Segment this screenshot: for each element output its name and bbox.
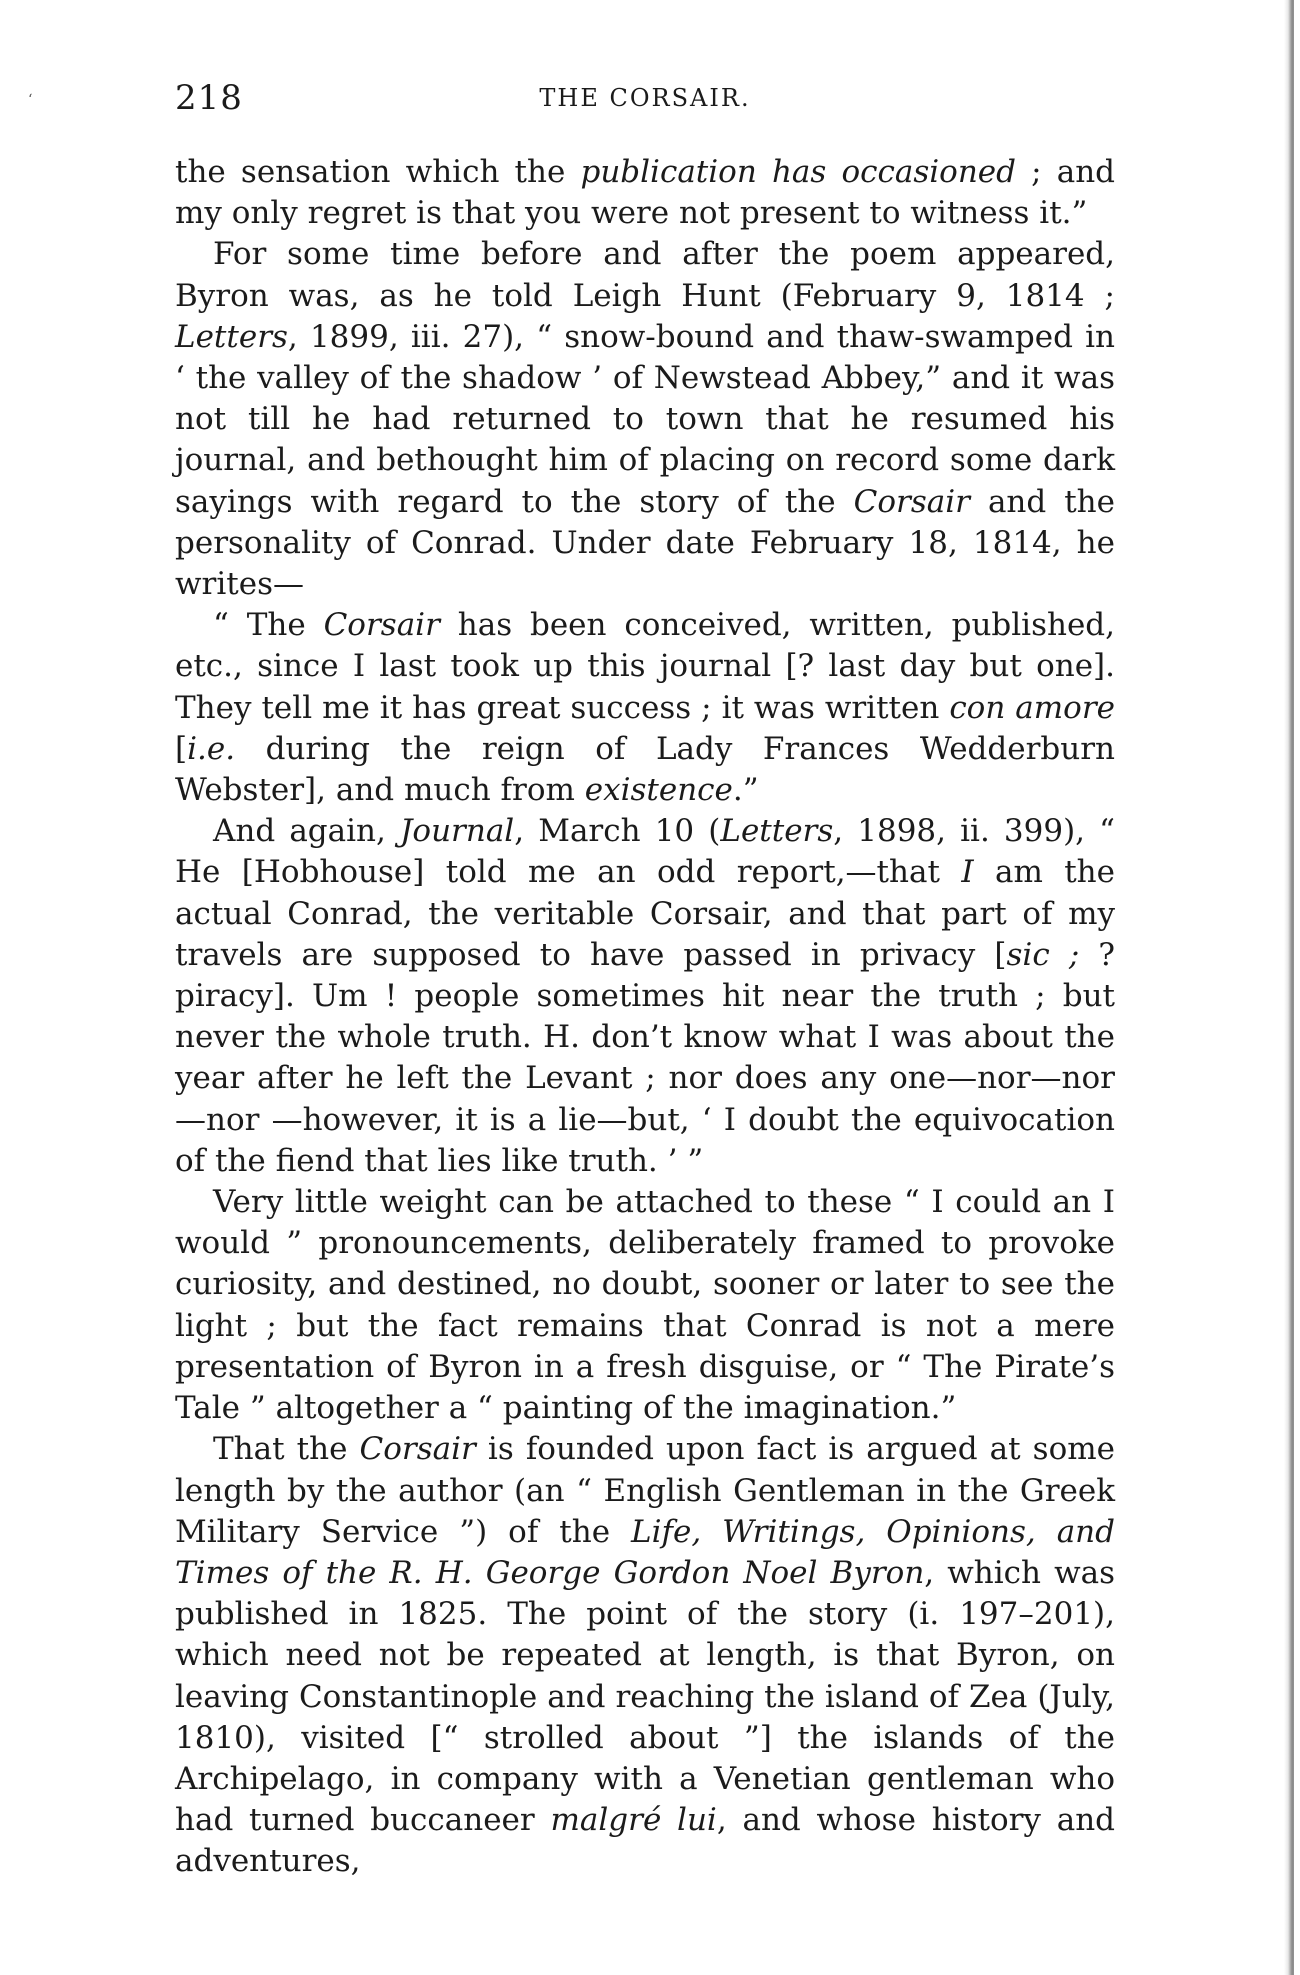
- text-run: and the personality of Conrad. Under date February 18, 1814, he writes—: [175, 483, 1115, 603]
- italic-text: Letters: [720, 813, 834, 850]
- italic-text: Life, Writings, Opinions, and Times of the R. H. George Gordon Noel Byron: [175, 1513, 1115, 1591]
- text-run: And again,: [213, 813, 400, 850]
- text-run: For some time before and after the poem appeared, Byron was, as he told Leigh Hunt (February 9, 1814 ;: [175, 236, 1115, 314]
- italic-text: publication has occasioned: [580, 154, 1016, 190]
- text-run: has been conceived, written, published, etc., since I last took up this journal [? last day but one]. They tell me it has great success ; it was written: [175, 607, 1116, 726]
- italic-text: Corsair: [323, 607, 440, 644]
- italic-text: Journal: [399, 813, 515, 850]
- running-title: THE CORSAIR.: [539, 84, 751, 112]
- paragraph: [175, 811, 1115, 1182]
- italic-text: Corsair: [853, 483, 970, 520]
- text-run: , 1898, ii. 399), “ He [Hobhouse] told me an odd report,—that: [175, 813, 1116, 891]
- paragraph: [175, 605, 1115, 811]
- page-number: 218: [175, 78, 243, 118]
- text-run: during the reign of Lady Frances Wedderburn Webster], and much from: [175, 730, 1115, 809]
- text-run: [: [175, 730, 188, 767]
- text-run: the sensation which the: [175, 154, 581, 190]
- text-run: ; and my only regret is that you were not present to witness it.”: [175, 154, 1116, 232]
- text-run: That the: [213, 1431, 360, 1468]
- paragraph: [175, 234, 1115, 605]
- italic-text: Letters: [175, 318, 288, 355]
- italic-text: Corsair: [359, 1431, 476, 1468]
- text-run: .”: [732, 772, 759, 809]
- italic-text: i.e.: [187, 730, 236, 767]
- text-run: am the actual Conrad, the veritable Corsair, and that part of my travels are supposed to have passed in privacy [: [175, 854, 1115, 973]
- text-run: is founded upon fact is argued at some length by the author (an “ English Gentleman in the Greek Military Service ”) of the: [175, 1431, 1115, 1550]
- italic-text: malgré lui: [550, 1802, 717, 1839]
- paragraph: [175, 152, 1115, 234]
- text-run: ? piracy]. Um ! people sometimes hit near the truth ; but never the whole truth. H. don’t know what I was about the year after he left the Levant ; nor does any one—nor—nor—nor —however, it is a lie—but, ‘ I doubt the equivocation of the fiend that lies like truth. ’ ”: [175, 936, 1115, 1179]
- italic-text: I: [961, 854, 974, 891]
- text-run: , which was published in 1825. The point of the story (i. 197–201), which need not be repeated at length, is that Byron, on leaving Constantinople and reaching the island of Zea (July, 1810), visited [“ strolled about ”] the islands of the Archipelago, in company with a Venetian gentleman who had turned buccaneer: [175, 1554, 1115, 1839]
- margin-mark: ‘: [28, 92, 33, 108]
- paragraph: [175, 1182, 1115, 1429]
- page-header: [175, 78, 1115, 128]
- paragraph: [175, 1429, 1115, 1882]
- italic-text: existence: [584, 772, 733, 809]
- text-run: , 1899, iii. 27), “ snow-bound and thaw-swamped in ‘ the valley of the shadow ’ of Newstead Abbey,” and it was not till he had returned to town that he resumed his journal, and bethought him of placing on record some dark sayings with regard to the story of the: [175, 318, 1115, 520]
- text-run: , and whose history and adventures,: [175, 1802, 1115, 1880]
- page-edge-shadow: [1284, 0, 1294, 1975]
- body-text: [175, 152, 1115, 1883]
- text-run: , March 10 (: [514, 813, 721, 850]
- text-run: Very little weight can be attached to these “ I could an I would ” pronouncements, deliberately framed to provoke curiosity, and destined, no doubt, sooner or later to see the light ; but the fact remains that Conrad is not a mere presentation of Byron in a fresh disguise, or “ The Pirate’s Tale ” altogether a “ painting of the imagination.”: [175, 1184, 1115, 1427]
- text-run: “ The: [213, 607, 324, 644]
- italic-text: sic ;: [1006, 936, 1080, 973]
- italic-text: con amore: [949, 689, 1115, 726]
